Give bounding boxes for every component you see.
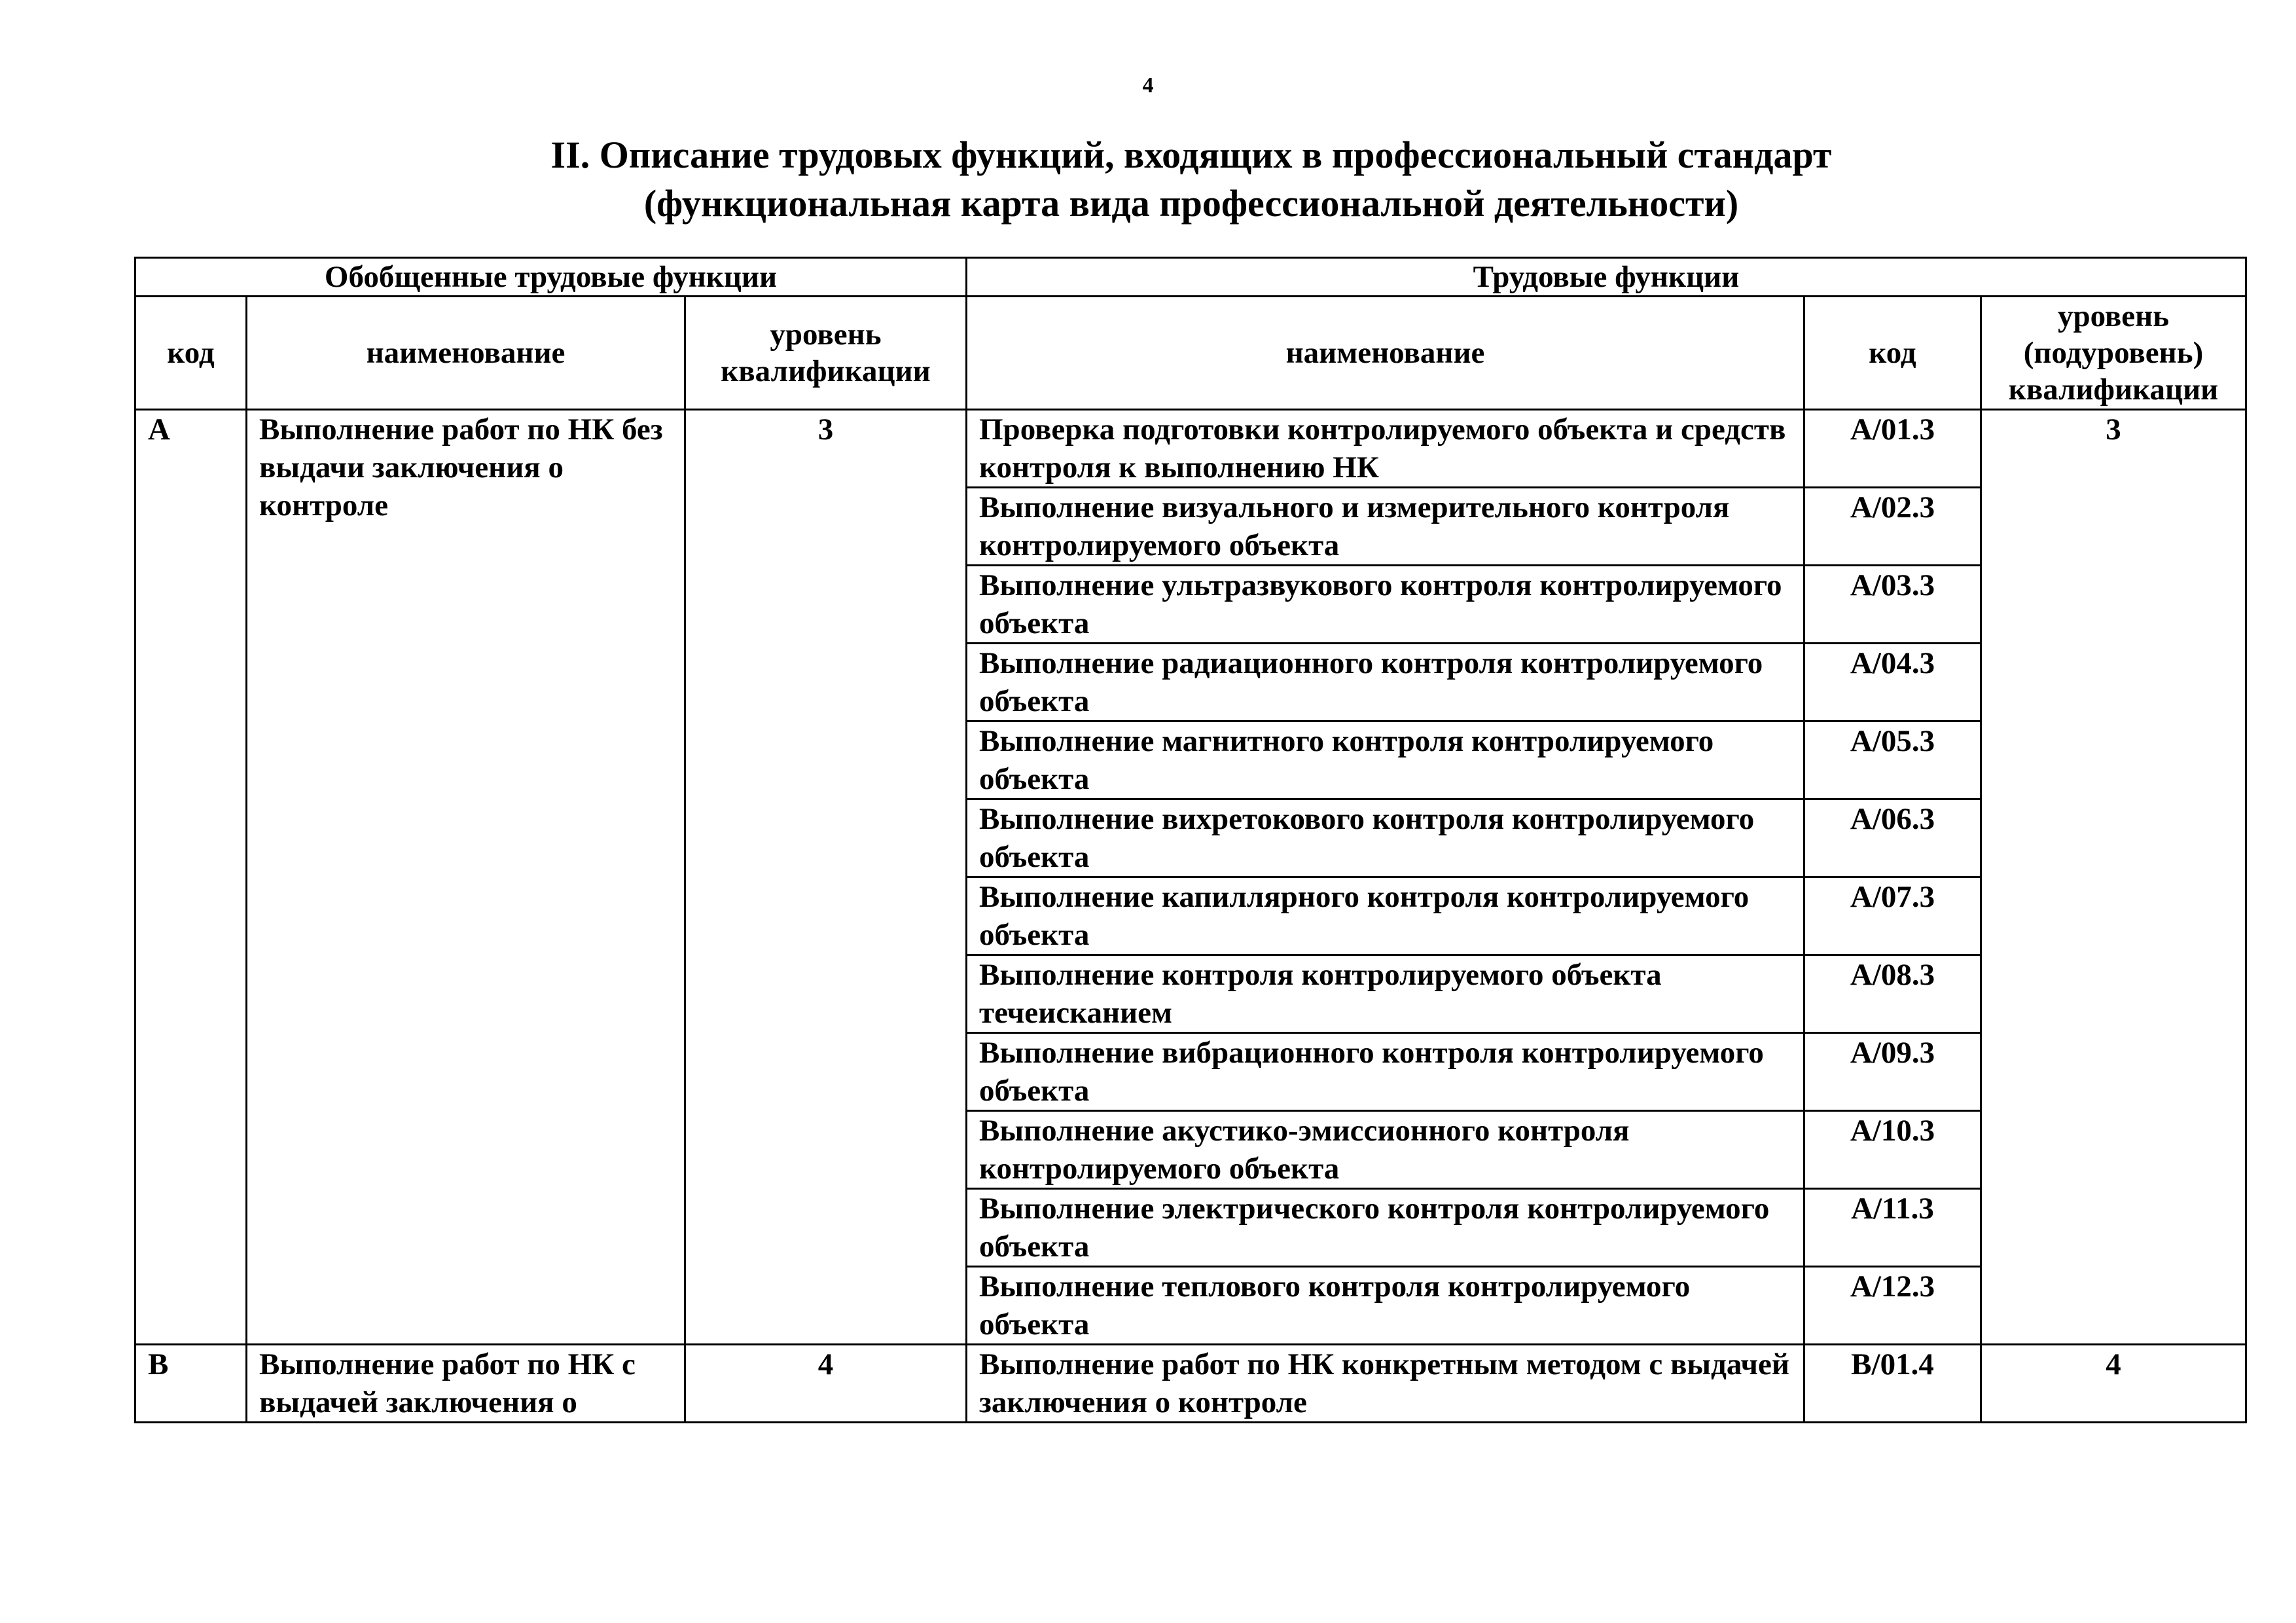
function-code: A/10.3 (1804, 1111, 1981, 1189)
header-generalized-functions: Обобщенные трудовые функции (135, 258, 967, 297)
title-line-1: II. Описание трудовых функций, входящих в профессиональный стандарт (550, 134, 1832, 176)
function-name: Выполнение контроля контролируемого объекта течеисканием (967, 955, 1804, 1033)
function-name: Проверка подготовки контролируемого объекта и средств контроля к выполнению НК (967, 410, 1804, 488)
group-code: B (135, 1345, 247, 1423)
header-function-name: наименование (967, 297, 1804, 410)
function-code: B/01.4 (1804, 1345, 1981, 1423)
group-code: A (135, 410, 247, 1345)
header-name: наименование (247, 297, 685, 410)
function-name: Выполнение акустико-эмиссионного контроля контролируемого объекта (967, 1111, 1804, 1189)
header-labor-functions: Трудовые функции (967, 258, 2246, 297)
function-level: 3 (1981, 410, 2246, 1345)
function-name: Выполнение вибрационного контроля контролируемого объекта (967, 1033, 1804, 1111)
header-level: уровень квалификации (685, 297, 967, 410)
function-code: A/08.3 (1804, 955, 1981, 1033)
function-code: A/03.3 (1804, 566, 1981, 644)
title-line-2: (функциональная карта вида профессиональной деятельности) (643, 182, 1739, 225)
table-row (135, 1345, 2246, 1423)
header-function-code: код (1804, 297, 1981, 410)
group-name: Выполнение работ по НК с выдачей заключения о (247, 1345, 685, 1423)
table-row (135, 410, 2246, 488)
header-code: код (135, 297, 247, 410)
function-code: A/12.3 (1804, 1267, 1981, 1345)
function-name: Выполнение электрического контроля контролируемого объекта (967, 1189, 1804, 1267)
function-name: Выполнение визуального и измерительного контроля контролируемого объекта (967, 488, 1804, 566)
function-name: Выполнение работ по НК конкретным методом с выдачей заключения о контроле (967, 1345, 1804, 1423)
function-level: 4 (1981, 1345, 2246, 1423)
group-name: Выполнение работ по НК без выдачи заключения о контроле (247, 410, 685, 1345)
function-code: A/09.3 (1804, 1033, 1981, 1111)
functional-map-table (134, 257, 2247, 1423)
function-code: A/07.3 (1804, 877, 1981, 955)
function-code: A/06.3 (1804, 799, 1981, 877)
function-name: Выполнение теплового контроля контролируемого объекта (967, 1267, 1804, 1345)
function-code: A/04.3 (1804, 644, 1981, 721)
function-code: A/11.3 (1804, 1189, 1981, 1267)
function-name: Выполнение ультразвукового контроля контролируемого объекта (967, 566, 1804, 644)
function-name: Выполнение радиационного контроля контролируемого объекта (967, 644, 1804, 721)
page-number: 4 (1142, 73, 1154, 98)
function-name: Выполнение капиллярного контроля контролируемого объекта (967, 877, 1804, 955)
group-level: 4 (685, 1345, 967, 1423)
function-name: Выполнение вихретокового контроля контролируемого объекта (967, 799, 1804, 877)
function-name: Выполнение магнитного контроля контролируемого объекта (967, 721, 1804, 799)
page-title (0, 131, 2296, 228)
header-function-level: уровень (подуровень) квалификации (1981, 297, 2246, 410)
group-level: 3 (685, 410, 967, 1345)
function-code: A/02.3 (1804, 488, 1981, 566)
function-code: A/05.3 (1804, 721, 1981, 799)
function-code: A/01.3 (1804, 410, 1981, 488)
